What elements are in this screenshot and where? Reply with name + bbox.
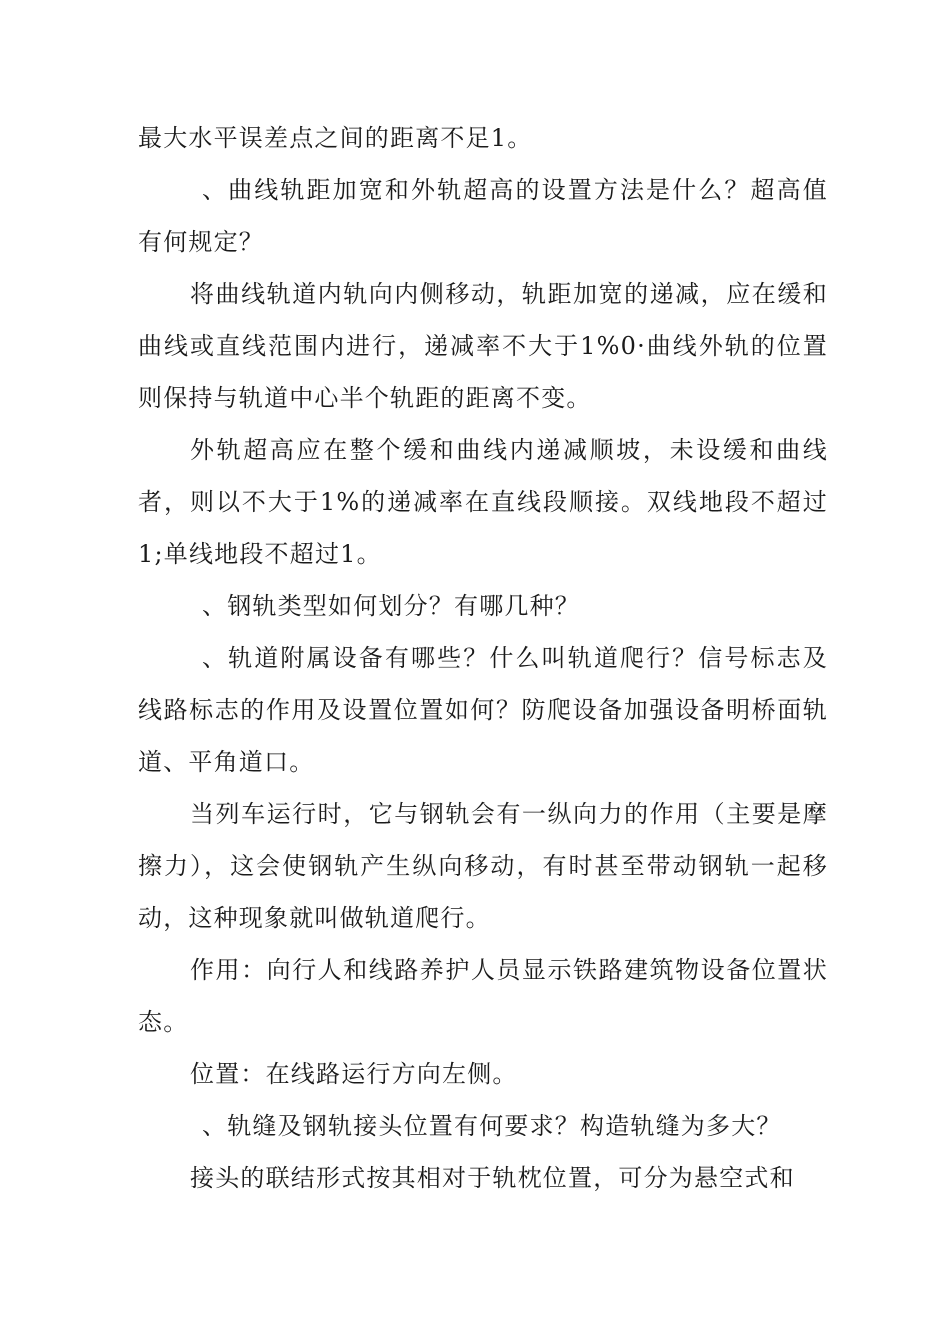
question-curve-gauge-superelevation: 、曲线轨距加宽和外轨超高的设置方法是什么？超高值有何规定？ — [138, 176, 828, 256]
paragraph-joint-forms: 接头的联结形式按其相对于轨枕位置，可分为悬空式和 — [190, 1164, 795, 1192]
paragraph-sign-position: 位置：在线路运行方向左侧。 — [190, 1060, 518, 1088]
document-body — [138, 112, 828, 1204]
paragraph-sign-function: 作用：向行人和线路养护人员显示铁路建筑物设备位置状态。 — [138, 956, 828, 1036]
paragraph-measurement-note: 最大水平误差点之间的距离不足1。 — [138, 124, 533, 152]
question-rail-joints: 、轨缝及钢轨接头位置有何要求？构造轨缝为多大？ — [202, 1112, 782, 1140]
paragraph-track-creep: 当列车运行时，它与钢轨会有一纵向力的作用（主要是摩擦力），这会使钢轨产生纵向移动，有时甚至带动钢轨一起移动，这种现象就叫做轨道爬行。 — [138, 800, 828, 932]
question-track-accessories: 、轨道附属设备有哪些？什么叫轨道爬行？信号标志及线路标志的作用及设置位置如何？防爬设备加强设备明桥面轨道、平角道口。 — [138, 644, 828, 776]
question-rail-types: 、钢轨类型如何划分？有哪几种？ — [202, 592, 580, 620]
paragraph-superelevation: 外轨超高应在整个缓和曲线内递减顺坡，未设缓和曲线者，则以不大于1%的递减率在直线段顺接。双线地段不超过1;单线地段不超过1。 — [138, 436, 828, 568]
paragraph-gauge-widening: 将曲线轨道内轨向内侧移动，轨距加宽的递减，应在缓和曲线或直线范围内进行，递减率不大于1%0·曲线外轨的位置则保持与轨道中心半个轨距的距离不变。 — [138, 280, 828, 412]
